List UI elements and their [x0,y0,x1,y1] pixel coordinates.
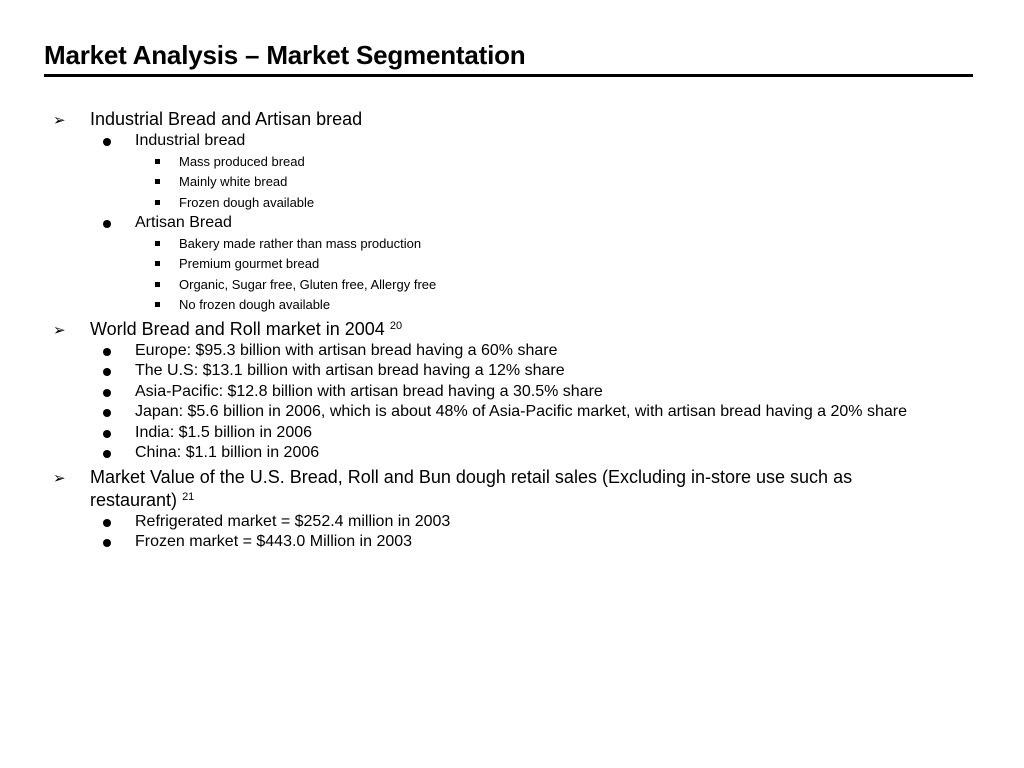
slide-content [0,108,1024,555]
title-divider [44,74,973,77]
list-item [0,341,1024,362]
round-bullet-icon [103,389,111,397]
list-item [0,213,1024,234]
footnote-reference: 21 [182,490,195,503]
list-item [0,423,1024,444]
round-bullet-icon [103,348,111,356]
sub-list-item [0,254,1024,275]
arrow-bullet-icon: ➢ [53,321,66,339]
round-bullet-icon [103,409,111,417]
sub-list-item-text: Frozen dough available [179,194,315,210]
sub-list-item-text: Mass produced bread [179,153,305,169]
square-bullet-icon [155,302,160,307]
round-bullet-icon [103,450,111,458]
sub-list-item [0,152,1024,173]
section-spacer [0,553,1024,555]
section-text: World Bread and Roll market in 2004 [90,318,385,339]
round-bullet-icon [103,430,111,438]
section-bullet [0,108,1024,131]
arrow-bullet-icon: ➢ [53,469,66,487]
list-item-text: Industrial bread [135,132,246,149]
list-item [0,382,1024,403]
round-bullet-icon [103,220,111,228]
sub-list-item [0,234,1024,255]
sub-list-item [0,295,1024,316]
round-bullet-icon [103,519,111,527]
list-item-text: Europe: $95.3 billion with artisan bread having a 60% share [135,341,558,359]
list-item [0,443,1024,464]
list-item [0,131,1024,152]
list-item-text: The U.S: $13.1 billion with artisan bread having a 12% share [135,362,565,379]
sub-list-item-text: Premium gourmet bread [179,256,320,271]
list-item [0,512,1024,533]
square-bullet-icon [155,241,160,246]
square-bullet-icon [155,282,160,287]
section-bullet [0,466,1024,512]
sub-list-item [0,275,1024,296]
section-bullet [0,318,1024,341]
sub-list-item-text: Organic, Sugar free, Gluten free, Allergy free [179,276,437,292]
sub-list-item [0,172,1024,193]
square-bullet-icon [155,200,160,205]
list-item-text: Asia-Pacific: $12.8 billion with artisan bread having a 30.5% share [135,382,603,400]
sub-list-item-text: Mainly white bread [179,174,288,189]
square-bullet-icon [155,179,160,184]
list-item-text: Artisan Bread [135,214,232,231]
footnote-reference: 20 [389,319,403,332]
list-item-text: India: $1.5 billion in 2006 [135,423,313,441]
square-bullet-icon [155,261,160,266]
list-item-text: China: $1.1 billion in 2006 [135,444,320,461]
sub-list-item-text: Bakery made rather than mass production [179,235,422,251]
sub-list-item-text: No frozen dough available [179,297,331,312]
slide-title: Market Analysis – Market Segmentation [44,40,526,70]
list-item [0,532,1024,553]
list-item-text: Japan: $5.6 billion in 2006, which is about 48% of Asia-Pacific market, with artisan bread having a 20% share [135,403,907,420]
round-bullet-icon [103,368,111,376]
square-bullet-icon [155,159,160,164]
section-text: Industrial Bread and Artisan bread [90,109,363,129]
list-item [0,361,1024,382]
list-item [0,402,1024,423]
list-item-text: Refrigerated market = $252.4 million in 2003 [135,512,451,530]
section-text: Market Value of the U.S. Bread, Roll and Bun dough retail sales (Excluding in-store use such as restaurant) [90,466,853,510]
arrow-bullet-icon: ➢ [53,112,66,129]
round-bullet-icon [103,539,111,547]
round-bullet-icon [103,138,111,146]
list-item-text: Frozen market = $443.0 Million in 2003 [135,533,413,550]
sub-list-item [0,193,1024,214]
